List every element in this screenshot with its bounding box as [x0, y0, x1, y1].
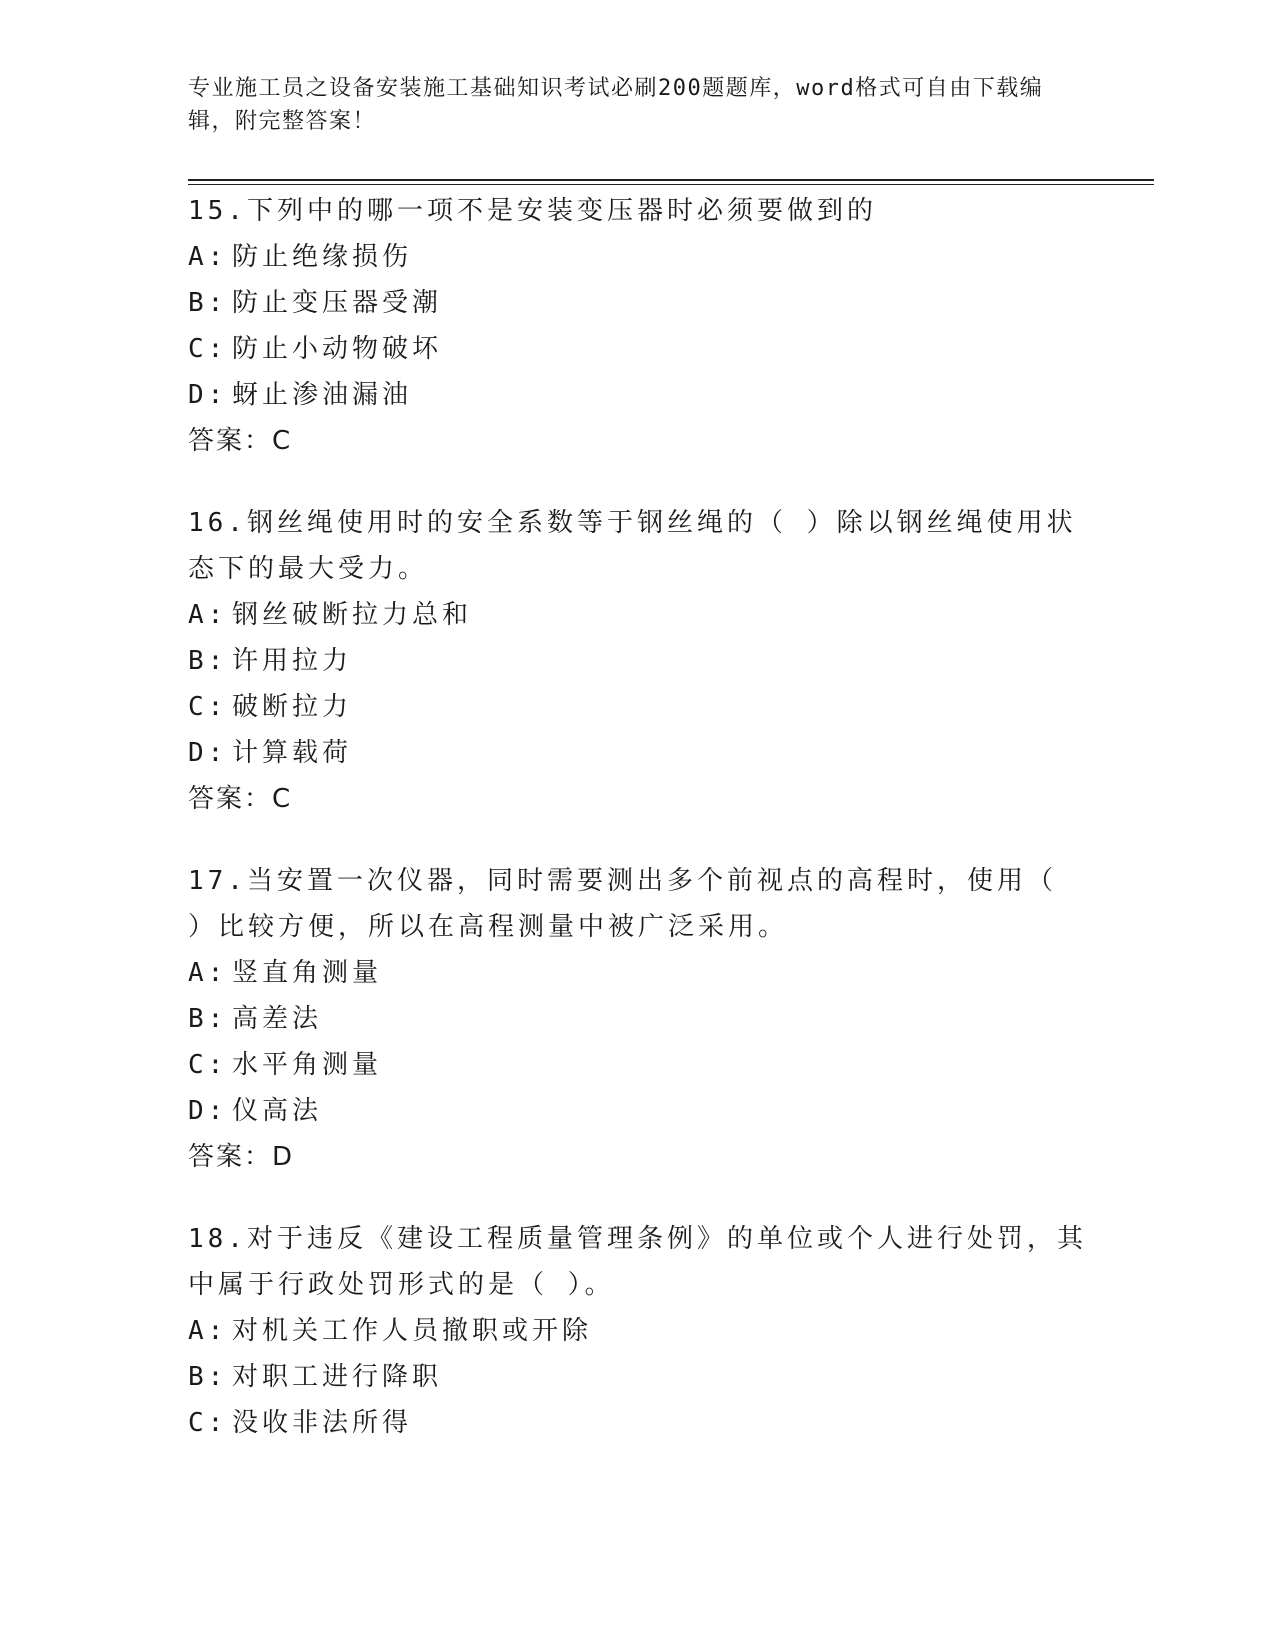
- option-a: [188, 234, 1088, 280]
- option-key: B:: [188, 646, 228, 676]
- option-d: [188, 372, 1088, 418]
- option-text: 高差法: [232, 1004, 323, 1034]
- option-key: A:: [188, 242, 228, 272]
- answer: 答案：C: [188, 426, 293, 456]
- header-rule-thin: [188, 184, 1154, 185]
- option-text: 水平角测量: [232, 1050, 383, 1080]
- document-header: 专业施工员之设备安装施工基础知识考试必刷200题题库，word格式可自由下载编辑，附完整答案！: [188, 76, 1044, 134]
- option-key: C:: [188, 1408, 228, 1438]
- option-key: D:: [188, 380, 228, 410]
- option-c: [188, 1042, 1088, 1088]
- question-17: [188, 858, 1088, 1180]
- option-key: D:: [188, 1096, 228, 1126]
- question-text: 17.当安置一次仪器，同时需要测出多个前视点的高程时，使用（ ）比较方便，所以在高程测量中被广泛采用。: [188, 866, 1057, 942]
- option-key: B:: [188, 1362, 228, 1392]
- option-text: 破断拉力: [232, 692, 353, 722]
- option-b: [188, 638, 1088, 684]
- header-rule-thick: [188, 179, 1154, 181]
- option-key: A:: [188, 600, 228, 630]
- question-text: 18.对于违反《建设工程质量管理条例》的单位或个人进行处罚，其中属于行政处罚形式的是（ ）。: [188, 1224, 1087, 1300]
- option-text: 许用拉力: [232, 646, 353, 676]
- option-text: 仪高法: [232, 1096, 323, 1126]
- option-text: 钢丝破断拉力总和: [232, 600, 473, 630]
- question-text: 15.下列中的哪一项不是安装变压器时必须要做到的: [188, 196, 877, 226]
- question-15: [188, 188, 1088, 464]
- option-text: 对机关工作人员撤职或开除: [232, 1316, 593, 1346]
- question-text: 16.钢丝绳使用时的安全系数等于钢丝绳的（ ）除以钢丝绳使用状态下的最大受力。: [188, 508, 1077, 584]
- question-16: [188, 500, 1088, 822]
- option-key: C:: [188, 1050, 228, 1080]
- option-key: B:: [188, 1004, 228, 1034]
- option-d: [188, 730, 1088, 776]
- option-a: [188, 950, 1088, 996]
- option-text: 竖直角测量: [232, 958, 383, 988]
- option-b: [188, 280, 1088, 326]
- option-c: [188, 326, 1088, 372]
- option-text: 对职工进行降职: [232, 1362, 443, 1392]
- option-key: C:: [188, 334, 228, 364]
- option-a: [188, 1308, 1088, 1354]
- option-a: [188, 592, 1088, 638]
- option-key: A:: [188, 958, 228, 988]
- option-key: B:: [188, 288, 228, 318]
- option-text: 防止绝缘损伤: [232, 242, 413, 272]
- option-c: [188, 684, 1088, 730]
- answer: 答案：C: [188, 784, 293, 814]
- option-text: 蚜止渗油漏油: [232, 380, 413, 410]
- option-key: A:: [188, 1316, 228, 1346]
- option-text: 防止变压器受潮: [232, 288, 443, 318]
- answer: 答案：D: [188, 1142, 295, 1172]
- option-text: 计算载荷: [232, 738, 353, 768]
- option-c: [188, 1400, 1088, 1446]
- option-key: C:: [188, 692, 228, 722]
- question-list: [188, 188, 1088, 1482]
- option-key: D:: [188, 738, 228, 768]
- option-text: 没收非法所得: [232, 1408, 413, 1438]
- option-d: [188, 1088, 1088, 1134]
- question-18: [188, 1216, 1088, 1446]
- option-b: [188, 996, 1088, 1042]
- option-b: [188, 1354, 1088, 1400]
- option-text: 防止小动物破坏: [232, 334, 443, 364]
